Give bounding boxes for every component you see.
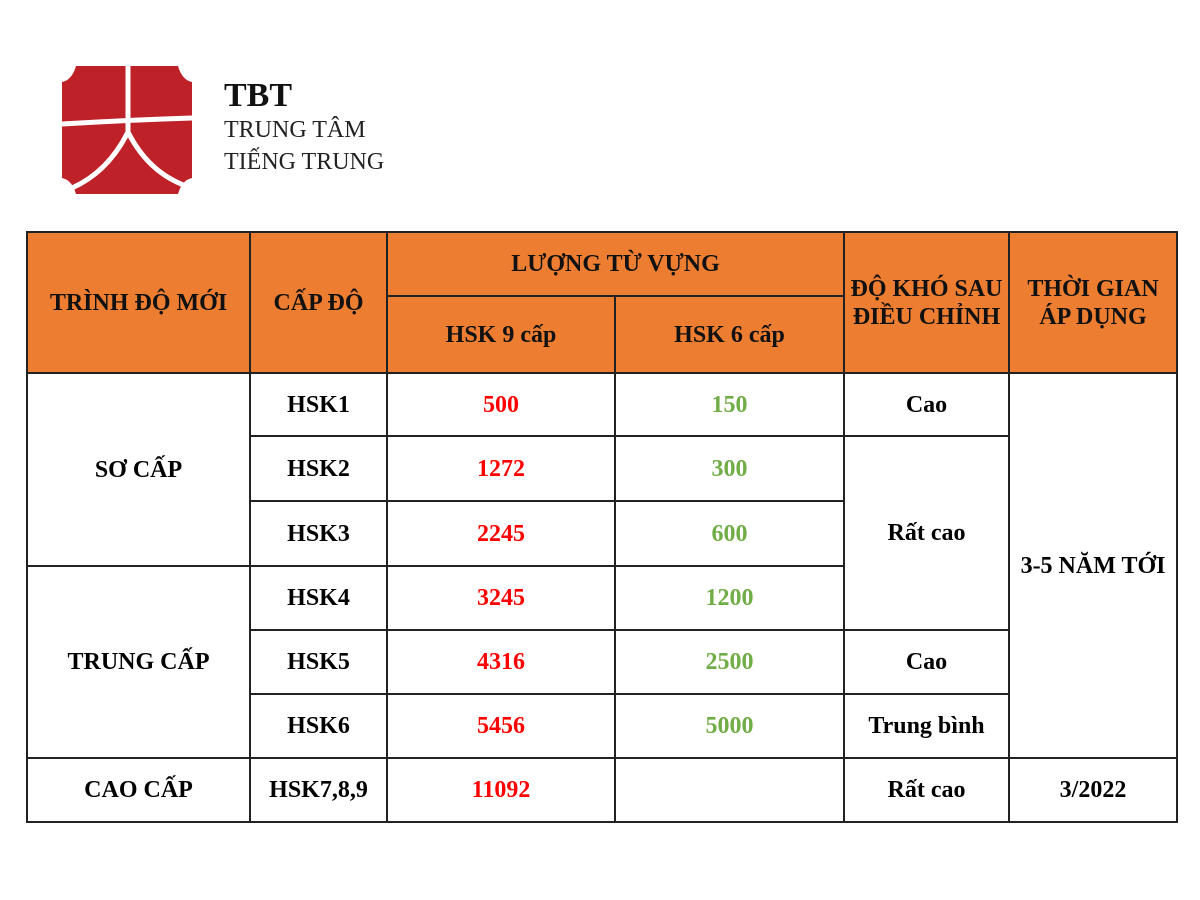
group-cell: CAO CẤP xyxy=(27,758,250,822)
hsk-table xyxy=(26,231,1178,823)
time-cell: 3/2022 xyxy=(1009,758,1177,822)
hsk9-cell: 11092 xyxy=(387,758,615,822)
grade-cell: HSK7,8,9 xyxy=(250,758,387,822)
header-time: THỜI GIAN ÁP DỤNG xyxy=(1009,232,1177,373)
hsk9-cell: 2245 xyxy=(387,501,615,566)
table-row xyxy=(27,758,1177,822)
header-level: TRÌNH ĐỘ MỚI xyxy=(27,232,250,373)
difficulty-cell: Trung bình xyxy=(844,694,1009,758)
grade-cell: HSK5 xyxy=(250,630,387,694)
brand-line1: TRUNG TÂM xyxy=(224,117,366,143)
grade-cell: HSK1 xyxy=(250,373,387,436)
difficulty-cell: Cao xyxy=(844,630,1009,694)
hsk9-cell: 3245 xyxy=(387,566,615,630)
grade-cell: HSK4 xyxy=(250,566,387,630)
table-row xyxy=(27,373,1177,436)
header-hsk9: HSK 9 cấp xyxy=(387,296,615,373)
header-vocab: LƯỢNG TỪ VỰNG xyxy=(387,232,844,296)
logo-icon xyxy=(58,62,196,198)
grade-cell: HSK3 xyxy=(250,501,387,566)
hsk6-cell: 600 xyxy=(615,501,844,566)
hsk9-cell: 1272 xyxy=(387,436,615,501)
group-cell: TRUNG CẤP xyxy=(27,566,250,758)
hsk6-cell: 2500 xyxy=(615,630,844,694)
hsk9-cell: 500 xyxy=(387,373,615,436)
header-grade: CẤP ĐỘ xyxy=(250,232,387,373)
header-difficulty: ĐỘ KHÓ SAU ĐIỀU CHỈNH xyxy=(844,232,1009,373)
difficulty-cell: Rất cao xyxy=(844,436,1009,630)
group-cell: SƠ CẤP xyxy=(27,373,250,566)
brand-name: TBT xyxy=(224,77,293,114)
hsk9-cell: 4316 xyxy=(387,630,615,694)
difficulty-cell: Cao xyxy=(844,373,1009,436)
brand xyxy=(224,78,384,178)
header-hsk6: HSK 6 cấp xyxy=(615,296,844,373)
hsk6-cell: 5000 xyxy=(615,694,844,758)
hsk6-cell: 300 xyxy=(615,436,844,501)
hsk6-cell: 150 xyxy=(615,373,844,436)
grade-cell: HSK6 xyxy=(250,694,387,758)
time-cell: 3-5 NĂM TỚI xyxy=(1009,373,1177,758)
grade-cell: HSK2 xyxy=(250,436,387,501)
hsk6-cell: 1200 xyxy=(615,566,844,630)
difficulty-cell: Rất cao xyxy=(844,758,1009,822)
hsk6-cell xyxy=(615,758,844,822)
brand-line2: TIẾNG TRUNG xyxy=(224,149,385,175)
hsk9-cell: 5456 xyxy=(387,694,615,758)
